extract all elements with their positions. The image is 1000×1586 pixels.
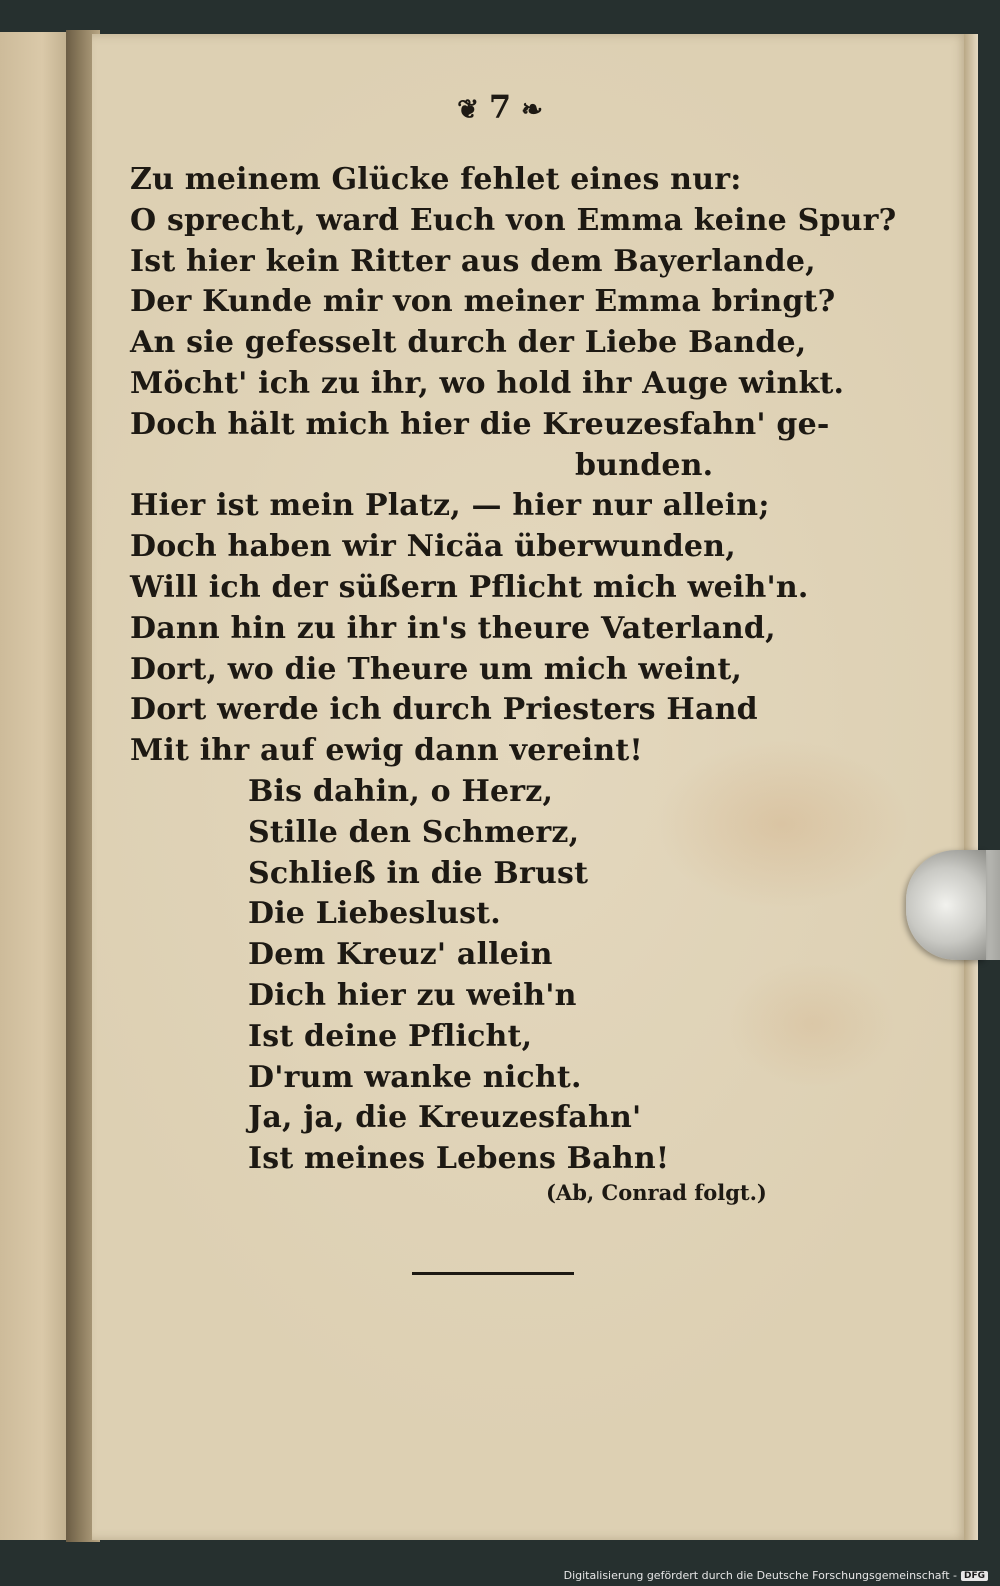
verse-line: Stille den Schmerz, (248, 814, 580, 850)
verse-line: Ja, ja, die Kreuzesfahn' (248, 1100, 642, 1136)
text-line: Zu meinem Glücke fehlet eines nur: (130, 162, 742, 197)
text-line: Hier ist mein Platz, — hier nur allein; (130, 488, 770, 524)
text-line: Der Kunde mir von meiner Emma bringt? (130, 284, 836, 320)
verse-line: Dem Kreuz' allein (248, 937, 553, 973)
verse-line: Bis dahin, o Herz, (248, 773, 554, 809)
page-edge (964, 34, 978, 1540)
text-line: Mit ihr auf ewig dann vereint! (130, 733, 643, 769)
ornament-right-icon: ❧ (521, 94, 543, 125)
text-line: Dort, wo die Theure um mich weint, (130, 651, 743, 687)
text-line: Ist hier kein Ritter aus dem Bayerlande, (130, 243, 816, 279)
text-line: Dort werde ich durch Priesters Hand (130, 692, 758, 728)
text-line: An sie gefesselt durch der Liebe Bande, (130, 325, 807, 361)
verse-line: Schließ in die Brust (248, 855, 589, 891)
dfg-logo: DFG (961, 1571, 988, 1581)
text-line-continuation: bunden. (575, 447, 714, 483)
text-line: O sprecht, ward Euch von Emma keine Spur? (130, 202, 897, 238)
verse-line: Ist meines Lebens Bahn! (248, 1141, 670, 1177)
ornament-left-icon: ❦ (457, 94, 479, 125)
text-line: Doch hält mich hier die Kreuzesfahn' ge- (130, 406, 830, 442)
verse-line: Ist deine Pflicht, (248, 1018, 533, 1054)
verse-line: Die Liebeslust. (248, 896, 501, 932)
text-line: Dann hin zu ihr in's theure Vaterland, (130, 610, 776, 646)
page-number: 7 (488, 88, 512, 126)
text-line: Doch haben wir Nicäa überwunden, (130, 529, 736, 565)
text-line: Möcht' ich zu ihr, wo hold ihr Auge winkt. (130, 365, 845, 401)
page-clip (906, 850, 986, 960)
left-page-edge (0, 32, 70, 1540)
verse-line: Dich hier zu weih'n (248, 977, 577, 1013)
credit-text: Digitalisierung gefördert durch die Deutsche Forschungsgemeinschaft - (563, 1569, 957, 1582)
poem-text (130, 160, 897, 1180)
page-header (400, 88, 600, 126)
digitization-credit (564, 1569, 988, 1582)
verse-line: D'rum wanke nicht. (248, 1059, 582, 1095)
section-rule (412, 1272, 574, 1275)
text-line: Will ich der süßern Pflicht mich weih'n. (130, 569, 809, 605)
stage-direction: (Ab, Conrad folgt.) (546, 1180, 767, 1205)
